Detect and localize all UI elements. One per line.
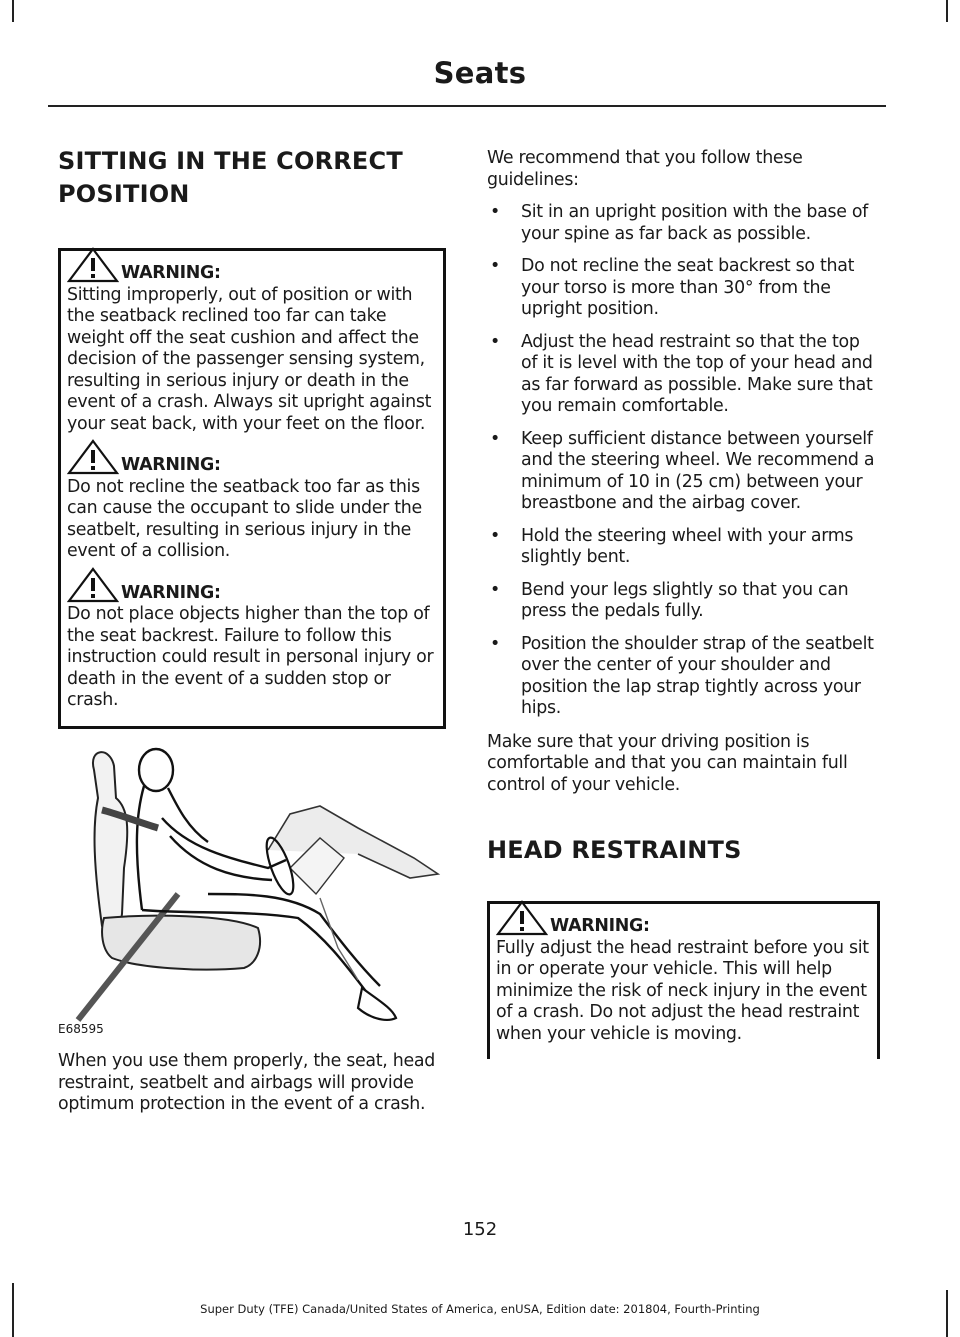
- list-item: • Keep sufficient distance between yourself and the steering wheel. We recommend a minimum of 10 in (25 cm) between your breastbone and the airbag cover.: [487, 429, 880, 515]
- page-number: 152: [462, 1219, 498, 1240]
- warning-label: WARNING:: [550, 916, 650, 936]
- seating-position-illustration: [58, 718, 450, 1036]
- body-paragraph: When you use them properly, the seat, head restraint, seatbelt and airbags will provide optimum protection in the event of a crash.: [58, 1051, 435, 1114]
- list-item: • Bend your legs slightly so that you can press the pedals fully.: [487, 580, 880, 623]
- warning-label: WARNING:: [121, 263, 221, 283]
- list-item: • Hold the steering wheel with your arms slightly bent.: [487, 526, 880, 569]
- footer-text: Super Duty (TFE) Canada/United States of America, enUSA, Edition date: 201804, Fourth-Printing: [200, 1302, 760, 1316]
- heading-line: SITTING IN THE CORRECT: [58, 147, 403, 175]
- left-column: [58, 145, 446, 729]
- warning-label: WARNING:: [121, 455, 221, 475]
- right-column: [487, 145, 880, 1059]
- crop-mark: [946, 0, 948, 22]
- warning-triangle-icon: [496, 900, 548, 936]
- warning-triangle-icon: [67, 439, 119, 475]
- header-divider: [48, 105, 886, 107]
- crop-mark: [12, 0, 14, 22]
- page-title: Seats: [433, 56, 527, 90]
- warning-text: Do not recline the seatback too far as this can cause the occupant to slide under the seatbelt, resulting in serious injury in the event of a collision.: [67, 476, 422, 561]
- warning-item: [67, 263, 435, 435]
- section-heading-head-restraints: HEAD RESTRAINTS: [487, 836, 742, 864]
- closing-paragraph: Make sure that your driving position is comfortable and that you can maintain full control of your vehicle.: [487, 731, 848, 795]
- warning-item: [67, 455, 435, 563]
- warning-box: [487, 901, 880, 1059]
- list-item: • Adjust the head restraint so that the top of it is level with the top of your head and as far forward as possible. Make sure that you remain comfortable.: [487, 332, 880, 418]
- warning-triangle-icon: [67, 247, 119, 283]
- driver-seated-illustration: [58, 718, 450, 1036]
- warning-text: Do not place objects higher than the top of the seat backrest. Failure to follow this instruction could result in personal injury or death in the event of a sudden stop or crash.: [67, 604, 434, 710]
- warning-item: [67, 583, 435, 712]
- warning-box: [58, 248, 446, 729]
- warning-label: WARNING:: [121, 582, 221, 603]
- warning-item: [496, 916, 869, 1045]
- list-item: • Do not recline the seat backrest so that your torso is more than 30° from the upright position.: [487, 256, 880, 321]
- section-heading: [58, 145, 446, 211]
- list-item: • Position the shoulder strap of the seatbelt over the center of your shoulder and position the lap strap tightly across your hips.: [487, 634, 880, 720]
- warning-text: Sitting improperly, out of position or with the seatback reclined too far can take weight off the seat cushion and affect the decision of the passenger sensing system, resulting in serious injury or death in the event of a crash. Always sit upright against your seat back, with your feet on the floor.: [67, 284, 432, 434]
- heading-line: POSITION: [58, 180, 190, 208]
- list-item: • Sit in an upright position with the base of your spine as far back as possible.: [487, 202, 880, 245]
- figure-code: E68595: [58, 1022, 104, 1036]
- intro-paragraph: We recommend that you follow these guidelines:: [487, 148, 803, 190]
- warning-text: Fully adjust the head restraint before you sit in or operate your vehicle. This will help minimize the risk of neck injury in the event of a crash. Do not adjust the head restraint when your vehicle is moving.: [496, 937, 869, 1044]
- warning-triangle-icon: [67, 567, 119, 603]
- guidelines-list: [487, 202, 880, 720]
